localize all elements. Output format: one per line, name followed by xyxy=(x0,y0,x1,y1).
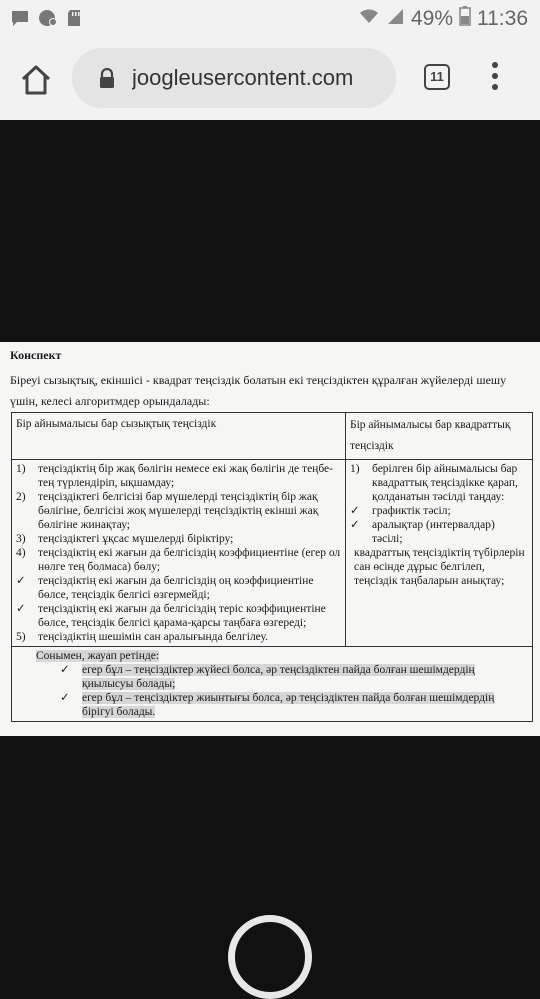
list-item: 1) теңсіздіктің бір жақ бөлігін немесе екі жақ бөлігін де теңбе-тең түрлендіріп, ықшамдау; xyxy=(16,463,333,489)
list-item: ✓ аралықтар (интервалдар) тәсілі; xyxy=(350,519,495,545)
wifi-icon xyxy=(359,7,379,31)
signal-icon xyxy=(385,7,405,31)
tabs-icon[interactable]: 11 xyxy=(424,64,450,90)
col1-steps xyxy=(16,462,341,644)
loading-spinner-icon xyxy=(228,915,312,999)
address-bar[interactable] xyxy=(72,48,396,108)
system-status xyxy=(359,6,528,32)
notification-icons xyxy=(10,9,86,27)
sd-card-icon xyxy=(66,9,86,27)
list-item: ✓ теңсіздіктің екі жағын да белгісіздің оң коэффициентіне бөлсе, теңсіздік белгісі өзгермейді; xyxy=(16,575,314,601)
summary-list xyxy=(16,663,528,719)
col2-header: Бір айнымалысы бар квадраттық теңсіздік xyxy=(346,413,533,460)
col2-steps-cell xyxy=(346,460,533,647)
col2-steps xyxy=(350,462,528,588)
home-icon[interactable] xyxy=(18,62,54,98)
summary-row xyxy=(12,647,533,722)
list-item: ✓ егер бұл – теңсіздіктер жиынтығы болса, әр теңсіздіктен пайда болған шешімдердің бірігуі болады. xyxy=(60,692,495,718)
list-item: 5) теңсіздіктің шешімін сан аралығында белгілеу. xyxy=(16,631,268,643)
message-icon xyxy=(10,9,30,27)
col1-steps-cell xyxy=(12,460,346,647)
more-menu-icon[interactable] xyxy=(490,62,500,96)
summary-title: Сонымен, жауап ретінде: xyxy=(36,650,160,662)
document-intro: Біреуі сызықтық, екіншісі - квадрат теңсіздік болатын екі теңсіздіктен құралған жүйелерді шешу үшін, келесі алгоритмдер орындалады: xyxy=(10,373,507,408)
list-item: квадраттық теңсіздіктің түбірлерін сан өсінде дұрыс белгілеп, теңсіздік таңбаларын анықтау; xyxy=(354,547,525,587)
document-title: Конспект xyxy=(10,348,62,362)
document-photo xyxy=(0,342,540,736)
notification-icon xyxy=(38,9,58,27)
list-item: ✓ графиктік тәсіл; xyxy=(350,505,451,517)
algorithm-table xyxy=(11,412,533,722)
list-item: 1) берілген бір айнымалысы бар квадраттық теңсіздікке қарап, қолданатын тәсілді таңдау: xyxy=(350,463,518,503)
table-header-row xyxy=(12,413,533,460)
col1-header: Бір айнымалысы бар сызықтық теңсіздік xyxy=(12,413,346,460)
list-item: 3) теңсіздіктегі ұқсас мүшелерді біріктіру; xyxy=(16,533,234,545)
table-body-row xyxy=(12,460,533,647)
status-bar xyxy=(0,0,540,38)
battery-percent: 49% xyxy=(410,7,453,30)
list-item: ✓ егер бұл – теңсіздіктер жүйесі болса, әр теңсіздіктен пайда болған шешімдердің қиылысуы болады; xyxy=(60,664,475,690)
list-item: 2) теңсіздіктегі белгісізі бар мүшелерді теңсіздіктің бір жақ бөлігіне, белгісізі жоқ мүшелерді теңсіздіктің екінші жақ бөлігіне жинақтау; xyxy=(16,491,319,531)
browser-toolbar xyxy=(0,38,540,120)
lock-icon[interactable] xyxy=(98,68,116,88)
image-background-top xyxy=(0,120,540,342)
summary-cell xyxy=(12,647,533,722)
url-text[interactable]: joogleusercontent.com xyxy=(132,65,354,90)
clock: 11:36 xyxy=(477,7,528,30)
battery-icon xyxy=(459,6,471,32)
list-item: ✓ теңсіздіктің екі жағын да белгісіздің теріс коэффициентіне бөлсе, теңсіздік белгісі қарама-қарсы таңбаға өзгереді; xyxy=(16,603,326,629)
list-item: 4) теңсіздіктің екі жағын да белгісіздің коэффициентіне (егер ол нөлге тең болмаса) бөлу; xyxy=(16,547,341,573)
